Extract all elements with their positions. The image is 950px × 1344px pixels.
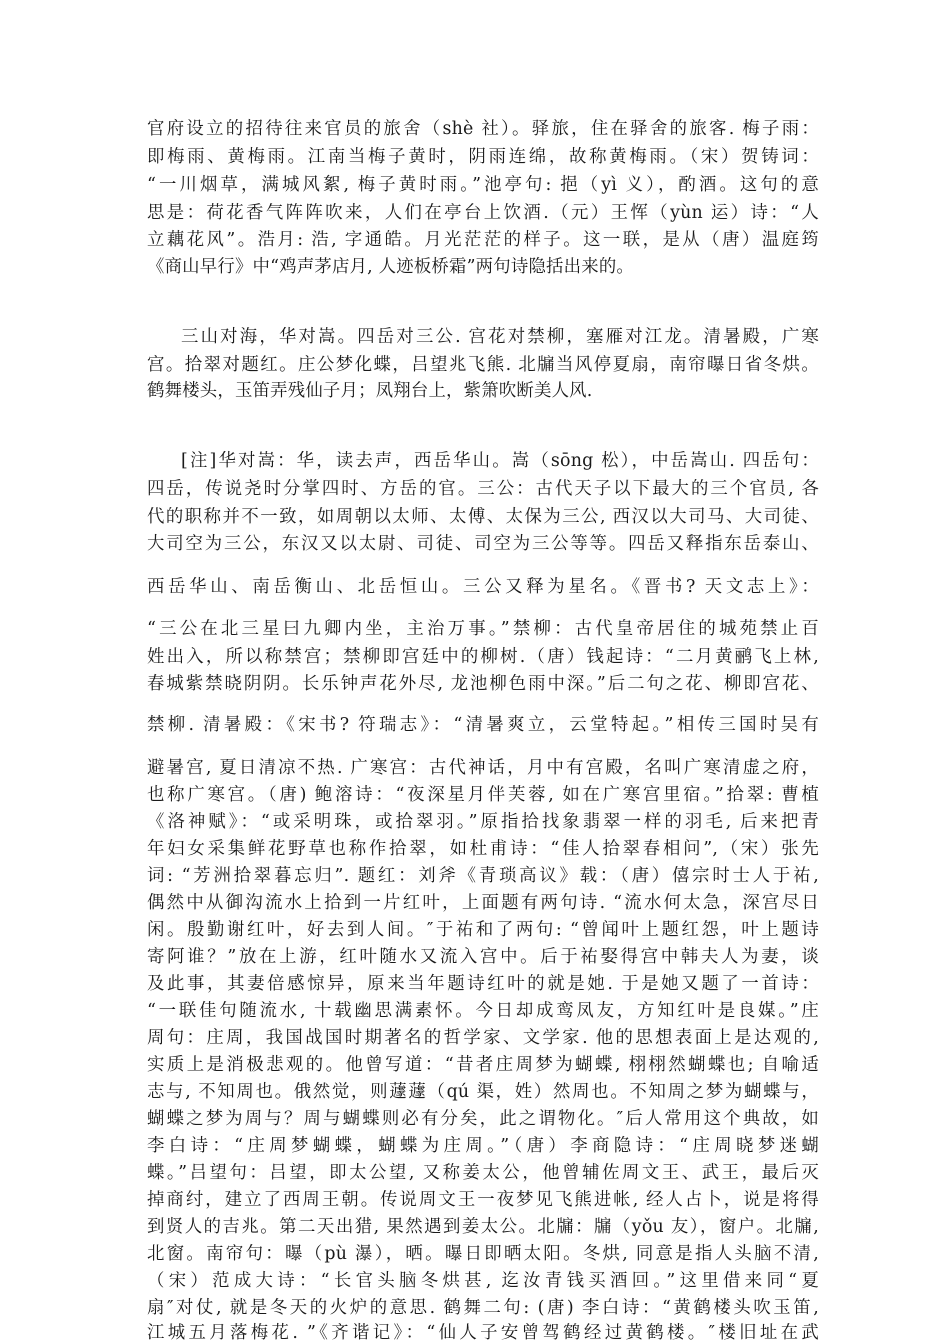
text-line: 寄阿谁？”放在上游，红叶随水又流入宫中。后于祐娶得宫中韩夫人为妻，谈 [147, 947, 819, 967]
text-line: 姓出入，所以称禁宫；禁柳即宫廷中的柳树.（唐）钱起诗：“二月黄鹂飞上林, [147, 647, 819, 667]
text-line: 官府设立的招待往来官员的旅舍（shè 社）。驿旅，住在驿舍的旅客. 梅子雨： [147, 119, 819, 139]
text-line: “三公在北三星曰九卿内坐，主治万事。”禁柳：古代皇帝居住的城苑禁止百 [147, 619, 819, 639]
text-line: 鹤舞楼头，玉笛弄残仙子月；凤翔台上，紫箫吹断美人风. [147, 381, 593, 401]
text-line: 蝴蝶之梦为周与？周与蝴蝶则必有分矣，此之谓物化。″后人常用这个典故，如 [147, 1109, 819, 1129]
text-line: 周句：庄周，我国战国时期著名的哲学家、文学家. 他的思想表面上是达观的, [147, 1028, 819, 1048]
text-line: 偶然中从御沟流水上拾到一片红叶，上面题有两句诗. “流水何太急，深宫尽日 [147, 893, 819, 913]
text-line: 扇″对仗, 就是冬天的火炉的意思. 鹤舞二句: (唐) 李白诗：“黄鹤楼头吹玉笛, [147, 1298, 819, 1318]
text-line: 思是：荷花香气阵阵吹来，人们在亭台上饮酒.（元）王恽（yùn 运）诗：“人 [147, 203, 819, 223]
text-line: 也称广寒宫。（唐) 鲍溶诗：“夜深星月伴芙蓉, 如在广寒宫里宿。”拾翠: 曹植 [147, 785, 819, 805]
text-line: “一联佳句随流水, 十载幽思满素怀。今日却成鸾凤友，方知红叶是良媒。”庄 [147, 1001, 819, 1021]
text-line: “一川烟草，满城风絮, 梅子黄时雨。”池亭句: 挹（yì 义），酌酒。这句的意 [147, 175, 819, 195]
text-line: 《商山早行》中“鸡声茅店月, 人迹板桥霜”两句诗隐括出来的。 [147, 257, 634, 277]
text-line: 春城紫禁晓阴阴。长乐钟声花外尽, 龙池柳色雨中深。”后二句之花、柳即宫花、 [147, 674, 819, 694]
text-line: 年妇女采集鲜花野草也称作拾翠，如杜甫诗：“佳人拾翠春相问”,（宋）张先 [147, 839, 819, 859]
text-line: 禁柳. 清暑殿：《宋书? 符瑞志》：“清暑爽立，云堂特起。”相传三国时吴有 [147, 715, 819, 735]
text-line: 代的职称并不一致，如周朝以太师、太傅、太保为三公, 西汉以大司马、大司徒、 [147, 507, 819, 527]
text-line: 立藕花风”。浩月: 浩, 字通皓。月光茫茫的样子。这一联，是从（唐）温庭筠 [147, 230, 819, 250]
text-line: （宋）范成大诗：“长官头脑冬烘甚, 迄汝青钱买酒回。”这里借来同“夏 [147, 1271, 819, 1291]
text-line: 三山对海，华对嵩。四岳对三公. 宫花对禁柳，塞雁对江龙。清暑殿，广寒 [181, 327, 819, 347]
text-line: 江城五月落梅花. ”《齐谐记》：“仙人子安曾驾鹤经过黄鹤楼。″楼旧址在武 [147, 1323, 819, 1343]
text-line: 即梅雨、黄梅雨。江南当梅子黄时，阴雨连绵，故称黄梅雨。（宋）贺铸词： [147, 147, 819, 167]
text-line: 及此事，其妻倍感惊异，原来当年题诗红叶的就是她. 于是她又题了一首诗： [147, 974, 819, 994]
text-line: 到贤人的吉兆。第二天出猎, 果然遇到姜太公。北牖：牖（yǒu 友），窗户。北牖, [147, 1217, 819, 1237]
text-line: 蝶。”吕望句：吕望，即太公望, 又称姜太公，他曾辅佐周文王、武王，最后灭 [147, 1163, 819, 1183]
text-line: 四岳，传说尧时分掌四时、方岳的官。三公：古代天子以下最大的三个官员, 各 [147, 479, 819, 499]
text-line: 北窗。南帘句：曝（pù 瀑），晒。曝日即晒太阳。冬烘, 同意是指人头脑不清, [147, 1244, 819, 1264]
text-line: 大司空为三公，东汉又以太尉、司徒、司空为三公等等。四岳又释指东岳泰山、 [147, 534, 819, 554]
text-line: 词: “芳洲拾翠暮忘归”. 题红：刘斧《青琐高议》载：（唐）僖宗时士人于祐, [147, 866, 819, 886]
text-line: 西岳华山、南岳衡山、北岳恒山。三公又释为星名。《晋书? 天文志上》： [147, 577, 819, 597]
text-line: 《洛神赋》：“或采明珠，或拾翠羽。”原指拾找象翡翠一样的羽毛, 后来把青 [147, 812, 819, 832]
text-line: 李白诗：“庄周梦蝴蝶，蝴蝶为庄周。”（唐）李商隐诗：“庄周晓梦迷蝴 [147, 1136, 819, 1156]
text-line: 宫。拾翠对题红。庄公梦化蝶，吕望兆飞熊. 北牖当风停夏扇，南帘曝日省冬烘。 [147, 355, 819, 375]
text-line: 掉商纣，建立了西周王朝。传说周文王一夜梦见飞熊进帐, 经人占卜，说是将得 [147, 1190, 819, 1210]
text-line: [注]华对嵩：华，读去声，西岳华山。嵩（sōng 松），中岳嵩山. 四岳句： [181, 451, 819, 471]
text-line: 闲。殷勤谢红叶，好去到人间。″于祐和了两句: “曾闻叶上题红怨，叶上题诗 [147, 920, 819, 940]
text-line: 志与, 不知周也。俄然觉，则蘧蘧（qú 渠，姓）然周也。不知周之梦为蝴蝶与， [147, 1082, 819, 1102]
text-line: 避暑宫, 夏日清凉不热. 广寒宫：古代神话，月中有宫殿，名叫广寒清虚之府， [147, 758, 819, 778]
text-line: 实质上是消极悲观的。他曾写道：“昔者庄周梦为蝴蝶, 栩栩然蝴蝶也; 自喻适 [147, 1055, 819, 1075]
